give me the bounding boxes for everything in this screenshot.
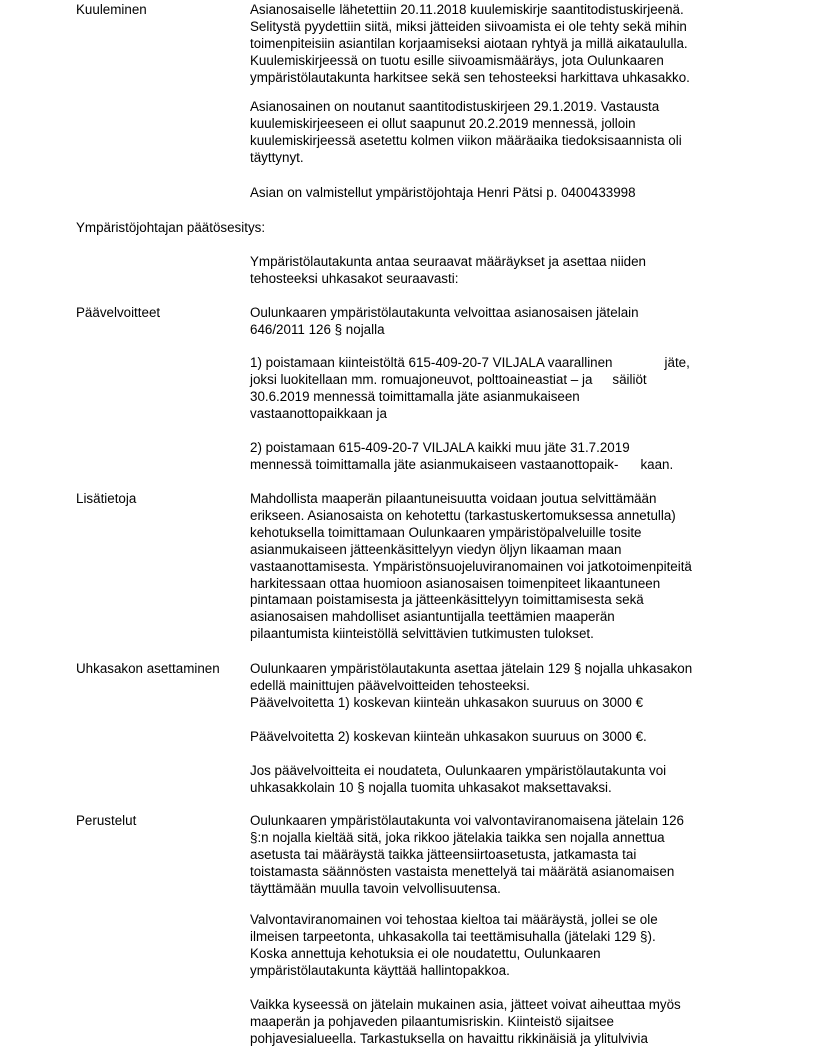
section-label-kuuleminen: Kuuleminen (76, 2, 147, 17)
text-line: pilaantumista kiinteistöllä selvittävien tutkimusten tulokset. (250, 626, 594, 642)
text-line: Jos päävelvoitteita ei noudateta, Oulunkaaren ympäristölautakunta voi (250, 763, 667, 778)
perustelut-paragraph-1 (250, 813, 770, 898)
text-segment: säiliöt (612, 371, 647, 387)
text-line: Oulunkaaren ympäristölautakunta asettaa jätelain 129 § nojalla uhkasakon (250, 661, 693, 676)
text-line: asetusta tai määräystä taikka jätteensiirtoasetusta, jatkamasta tai (250, 846, 637, 862)
section-label-lisatietoja: Lisätietoja (76, 491, 137, 506)
text-line: edellä mainittujen päävelvoitteiden tehosteeksi. (250, 677, 530, 693)
text-line: täyttynyt. (250, 149, 304, 165)
text-line: Oulunkaaren ympäristölautakunta velvoittaa asianosaisen jätelain (250, 305, 639, 320)
text-line: asianosaisen mahdolliset asiantuntijalla teettämien maaperän (250, 609, 615, 625)
text-line: kuulemiskirjeeseen ei ollut saapunut 20.2.2019 mennessä, jolloin (250, 115, 636, 131)
text-line: 2) poistamaan 615-409-20-7 VILJALA kaikki muu jäte 31.7.2019 (250, 440, 630, 455)
kuuleminen-paragraph-2 (250, 99, 770, 167)
text-line: Vaikka kyseessä on jätelain mukainen asia, jätteet voivat aiheuttaa myös (250, 997, 681, 1012)
section-label-paatosesitys: Ympäristöjohtajan päätösesitys: (76, 220, 266, 235)
text-line: Päävelvoitetta 2) koskevan kiinteän uhkasakon suuruus on 3000 €. (250, 729, 647, 744)
text-line: Oulunkaaren ympäristölautakunta voi valvontaviranomaisena jätelain 126 (250, 813, 684, 828)
text-segment: joksi luokitellaan mm. romuajoneuvot, polttoaineastiat – ja (250, 371, 593, 387)
text-line: pintamaan poistamisesta ja jätteenkäsittelyyn toimittamisesta sekä (250, 592, 644, 608)
section-label-paavelvoitteet: Päävelvoitteet (76, 305, 161, 320)
perustelut-paragraph-3 (250, 997, 770, 1048)
text-line: Valvontaviranomainen voi tehostaa kieltoa tai määräystä, jollei se ole (250, 912, 658, 927)
text-segment: 1) poistamaan kiinteistöltä 615-409-20-7 VILJALA vaarallinen (250, 355, 613, 370)
text-line: 646/2011 126 § nojalla (250, 321, 385, 337)
section-label-uhkasakko: Uhkasakon asettaminen (76, 661, 220, 676)
uhkasakko-paragraph-3 (250, 763, 770, 797)
text-line: Asianosaiselle lähetettiin 20.11.2018 kuulemiskirje saantitodistuskirjeenä. (250, 2, 684, 17)
text-line (250, 372, 770, 389)
text-line: tehosteeksi uhkasakot seuraavasti: (250, 270, 459, 286)
paatosesitys-paragraph (250, 254, 770, 288)
text-line: vastaanottopaikkaan ja (250, 405, 387, 421)
text-line: ympäristölautakunta harkitsee sekä sen tehosteeksi harkittava uhkasakko. (250, 69, 690, 85)
text-line: toistamasta säännösten vastaista menettelyä tai määrätä asianomaisen (250, 863, 675, 879)
text-line: toimenpiteisiin asiantilan korjaamiseksi aiotaan ryhtyä ja millä aikataululla. (250, 35, 688, 51)
text-line: erikseen. Asianosaista on kehotettu (tarkastuskertomuksessa annetulla) (250, 507, 676, 523)
text-line: täyttämään muulla tavoin velvollisuutensa. (250, 880, 501, 896)
text-line: pohjavesialueella. Tarkastuksella on havaittu rikkinäisiä ja ylitulvivia (250, 1030, 648, 1046)
paavelvoitteet-item-2 (250, 440, 770, 474)
text-line: Asian on valmistellut ympäristöjohtaja Henri Pätsi p. 0400433998 (250, 185, 636, 200)
text-line: Koska annettuja kehotuksia ei ole noudatettu, Oulunkaaren (250, 945, 601, 961)
text-line: maaperän ja pohjaveden pilaantumisriskin. Kiinteistö sijaitsee (250, 1013, 614, 1029)
kuuleminen-paragraph-3 (250, 185, 770, 202)
perustelut-paragraph-2 (250, 912, 770, 980)
paavelvoitteet-item-1 (250, 355, 770, 423)
text-line: Kuulemiskirjeessä on tuotu esille siivoamismääräys, jota Oulunkaaren (250, 52, 664, 68)
text-line: 30.6.2019 mennessä toimittamalla jäte asianmukaiseen (250, 388, 580, 404)
section-label-perustelut: Perustelut (76, 813, 137, 828)
text-line (250, 355, 770, 372)
text-line: ympäristölautakunta käyttää hallintopakkoa. (250, 962, 510, 978)
text-line: Ympäristölautakunta antaa seuraavat määräykset ja asettaa niiden (250, 254, 647, 269)
text-line: Selitystä pyydettiin siitä, miksi jätteiden siivoamista ei ole tehty sekä mihin (250, 18, 687, 34)
text-segment: mennessä toimittamalla jäte asianmukaiseen vastaanottopaik- (250, 456, 619, 472)
text-line: §:n nojalla kieltää sitä, joka rikkoo jätelakia taikka sen nojalla annettua (250, 829, 665, 845)
text-line: ilmeisen tarpeetonta, uhkasakolla tai teettämisuhalla (jätelaki 129 §). (250, 928, 656, 944)
uhkasakko-paragraph-2 (250, 729, 770, 746)
kuuleminen-paragraph-1 (250, 2, 770, 87)
text-line: uhkasakkolain 10 § nojalla tuomita uhkasakot maksettavaksi. (250, 779, 612, 795)
lisatietoja-paragraph (250, 491, 770, 643)
text-line: Asianosainen on noutanut saantitodistuskirjeen 29.1.2019. Vastausta (250, 99, 660, 114)
text-line: kehotuksella toimittamaan Oulunkaaren ympäristöpalveluille tosite (250, 524, 642, 540)
text-line: kuulemiskirjeessä asetettu kolmen viikon määräaika tiedoksisaannista oli (250, 132, 682, 148)
text-line: asianmukaiseen jätteenkäsittelyyn viedyn öljyn likaaman maan (250, 541, 622, 557)
text-segment: kaan. (640, 456, 674, 472)
text-line: Päävelvoitetta 1) koskevan kiinteän uhkasakon suuruus on 3000 € (250, 694, 644, 710)
text-line: harkitessaan ottaa huomioon asianosaisen toimenpiteet likaantuneen (250, 575, 661, 591)
uhkasakko-paragraph-1 (250, 661, 770, 712)
text-line (250, 457, 770, 474)
paavelvoitteet-paragraph-1 (250, 305, 770, 339)
text-line: vastaanottamisesta. Ympäristönsuojeluviranomainen voi jatkotoimenpiteitä (250, 558, 692, 574)
text-segment: jäte, (664, 355, 690, 370)
text-line: Mahdollista maaperän pilaantuneisuutta voidaan joutua selvittämään (250, 491, 657, 506)
